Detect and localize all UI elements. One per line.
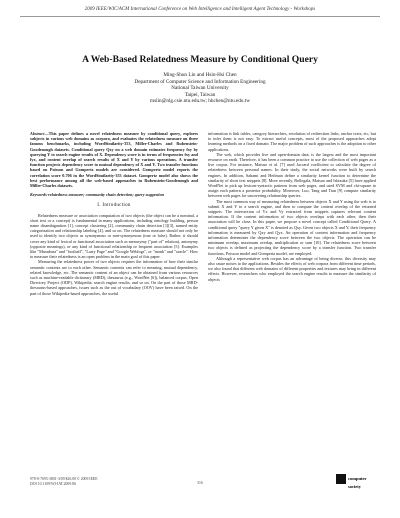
body-paragraph: Relatedness measure or association computation of two objects (the object can be a nominal, a short text or a concept) is fundamental in many applications, including ontology building, person name disambiguation [1], concept clustering [2], community chain detection [1][3], named entity categorization and relationship labeling [4], and so on. The relatedness measure should not only be used to identify two objects as synonymous or non-synonymous (true or false). Rather, it should cover any kind of lexical or functional association such as meronymy ("part of" relation), antonymy (opposite meanings), or any kind of functional relationship or frequent association [5]. Examples like "Maradona" and "football", "Larry Page" and "Google Weblogs", or "monk" and "oracle". How to measure their relatedness is an open problem in the main goal of this paper. bbox=[30, 212, 198, 260]
computer-society-logo bbox=[336, 474, 372, 490]
doi-line: DOI 10.1109/WI-IAT.2009.86 bbox=[30, 482, 76, 486]
keywords: Keywords-relatedness measure; community chain detection; query suggestion bbox=[30, 192, 164, 198]
affiliation-city: Taipei, Taiwan bbox=[184, 91, 216, 98]
logo-mark-icon bbox=[336, 474, 346, 484]
author-emails: mslin@nlg.csie.ntu.edu.tw; hhchen@ntu.edu.tw bbox=[150, 98, 250, 105]
body-paragraph: The web, which provides live and open-domain data, is the largest and the most important resource on earth. Therefore, it has been a common practice to use the collection of web pages as a live corpus. For instance, Matsuo et al. [7] used Jaccard coefficient to calculate the degree of relatedness between personal names. In their study, the social networks were built by search engines. In addition, Sahami and Heilman define a similarity kernel function to determine the similarity of short text snippets [8]. More recently, Bollegala, Matsuo and Ishizuka [5] have applied WordNet to pick up lexicon-syntactic patterns from web pages, and used SVM and chi-square to assign each pattern a posterior probability. Moreover, Luo, Tang and Tian [9] compute similarity between web pages for uncovering relationship queries. bbox=[208, 151, 376, 199]
logo-text: computer society bbox=[348, 476, 367, 489]
body-paragraph: The most common way of measuring relatedness between objects X and Y using the web is to submit X and Y to a search engine, and then to compute the content overlap of the returned snippets. The intersection of Vx and Vy extracted from snippets captures relevant content information. If the content information of two objects overlaps with each other, then their association will be close. In this paper, we propose a novel concept called Conditional Query. A conditional query "query Y given X" is denoted as Qxy. Given two objects X and Y, their frequency information is measured by Qxy and Qyx. An operation of content information and frequency information determines the dependency score between the two objects. The operation can be minimum overlap, maximum overlap, multiplication or sum [10]. The relatedness score between two objects is defined as projecting the dependency score by a transfer function. Two transfer functions, Poisson model and Gompertz model, are employed. bbox=[208, 198, 376, 256]
affiliation-department: Department of Computer Science and Information Engineering bbox=[134, 78, 266, 85]
author-block bbox=[0, 72, 400, 105]
body-paragraph: information is link tables, category hierarchies, resolution of redirection links, anchor texts, etc, but to infer them is not easy. To extract useful concepts, most of the proposed approaches adopt learning methods on a fixed domain. The major problem of such approaches is the adoption to other applications. bbox=[208, 131, 376, 152]
right-column bbox=[208, 131, 376, 282]
abstract bbox=[30, 131, 198, 188]
author-names: Ming-Shun Lin and Hsin-Hsi Chen bbox=[163, 72, 237, 78]
abstract-text: —This paper defines a novel relatedness measure by conditional query, explores subjects in various web domains as corpora, and evaluates the relatedness measure on three famous benchmarks, including WordSimilarity-353, Miller-Charles and Rubenstein-Goodenough datasets. Conditional query Qxy on a web domain estimates frequency fxy by querying Y to search engine results of X. Dependency score is in terms of frequencies fxy and fyx, and content overlap of search results of X and Y by various operations. A transfer function projects dependency score to mutual dependency of X and Y. Two transfer functions based on Poisson and Gompertz models are considered. Gompertz model reports the correlation score 0.706 in the WordSimilarity-353 dataset. Gompertz model also shows the best performance among all the web-based approaches in Rubenstein-Goodenough and Miller-Charles datasets. bbox=[30, 131, 198, 189]
left-column bbox=[30, 131, 198, 296]
abstract-label: Abstract bbox=[30, 131, 45, 136]
page-number: 316 bbox=[197, 481, 203, 485]
paper-title: A Web-Based Relatedness Measure by Conditional Query bbox=[82, 54, 318, 65]
conference-header: 2009 IEEE/WIC/ACM International Conference on Web Intelligence and Intelligent Agent Technology - Workshops bbox=[84, 7, 316, 12]
affiliation-university: National Taiwan University bbox=[171, 85, 229, 92]
section-heading-introduction: I. Introduction bbox=[97, 203, 131, 209]
header-divider bbox=[20, 16, 380, 17]
isbn-line: 978-0-7695-3801-3/09 $26.00 © 2009 IEEE bbox=[30, 477, 98, 481]
body-paragraph: Although a representative web corpus has an advantage of being diverse, this diversity may also cause noises to the applications. Besides the effects of web corpora from different time periods, we also found that different web domains of different properties and textures may bring in different effects. However, researchers who employed the search engine results to measure the similarity of objects bbox=[208, 255, 376, 282]
body-paragraph: Measuring the relatedness power of two objects requires the information of how their similar semantic contents are to each other. Semantic contents can refer to meaning, mutual dependency, related knowledge, etc. The semantic content of an object can be obtained from various resources such as machine-readable dictionary (MRD), thesaurus (e.g., WordNet [6]), balanced corpus, Open Directory Project (ODP), Wikipedia, search engine results, and so on. On the part of those MRD-thesaurus-based approaches, issues such as the out of vocabulary (OOV) have been raised. On the part of those Wikipedia-based approaches, the useful bbox=[30, 259, 198, 296]
